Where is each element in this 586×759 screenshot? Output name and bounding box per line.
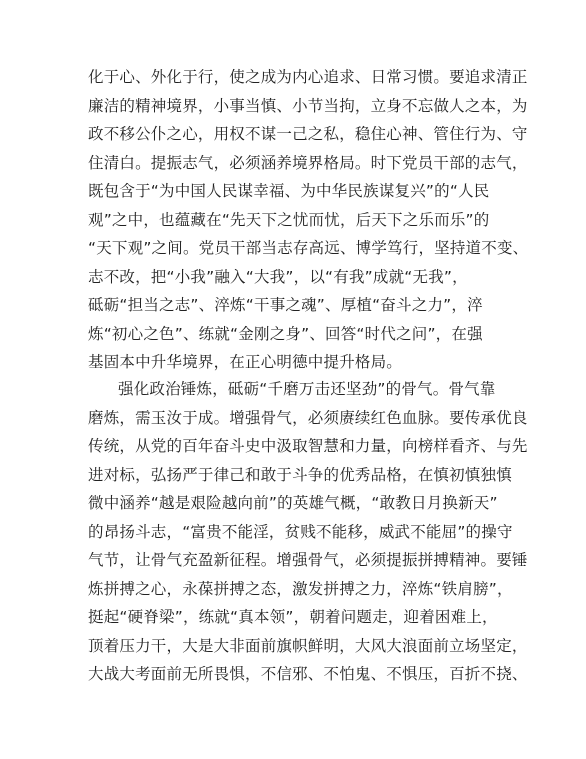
text-line: 的昂扬斗志，“富贵不能淫，贫贱不能移，威武不能屈”的操守 [88, 522, 513, 541]
text-line: 顶着压力干，大是大非面前旗帜鲜明，大风大浪面前立场坚定， [88, 636, 528, 655]
text-line: 观”之中，也蕴藏在“先天下之忧而忧，后天下之乐而乐”的 [88, 210, 490, 229]
text-line: 住清白。提振志气，必须涵养境界格局。时下党员干部的志气， [88, 153, 528, 172]
text-line: 砥砺“担当之志”、淬炼“干事之魂”、厚植“奋斗之力”，淬 [88, 296, 483, 314]
text-line: 气节，让骨气充盈新征程。增强骨气，必须提振拼搏精神。要锤 [88, 551, 528, 569]
text-line: “天下观”之间。党员干部当志存高远、博学笃行，坚持道不变、 [88, 239, 529, 257]
text-line: 挺起“硬脊梁”，练就“真本领”，朝着问题走，迎着困难上， [88, 608, 498, 626]
text-line: 廉洁的精神境界，小事当慎、小节当拘，立身不忘做人之本，为 [88, 96, 528, 115]
text-line: 炼拼搏之心，永葆拼搏之态，激发拼搏之力，淬炼“铁肩膀”， [88, 579, 513, 598]
text-line: 强化政治锤炼，砥砺“千磨万击还坚劲”的骨气。骨气靠 [118, 380, 496, 398]
paragraph-2 [88, 375, 528, 689]
paragraph-1 [88, 63, 529, 377]
text-line: 大战大考面前无所畏惧，不信邪、不怕鬼、不惧压，百折不挠、 [88, 665, 528, 683]
text-line: 进对标，弘扬严于律己和敢于斗争的优秀品格，在慎初慎独慎 [88, 465, 512, 484]
text-line: 炼“初心之色”、练就“金刚之身”、回答“时代之问”，在强 [88, 324, 483, 343]
text-line: 磨炼，需玉汝于成。增强骨气，必须赓续红色血脉。要传承优良 [88, 408, 528, 427]
text-line: 传统，从党的百年奋斗史中汲取智慧和力量，向榜样看齐、与先 [88, 437, 528, 455]
text-line: 化于心、外化于行，使之成为内心追求、日常习惯。要追求清正 [88, 68, 528, 86]
text-line: 微中涵养“越是艰险越向前”的英雄气概，“敢教日月换新天” [88, 494, 498, 512]
text-line: 志不改，把“小我”融入“大我”，以“有我”成就“无我”， [88, 267, 468, 286]
text-line: 政不移公仆之心，用权不谋一己之私，稳住心神、管住行为、守 [88, 125, 528, 143]
text-line: 基固本中升华境界，在正心明德中提升格局。 [88, 353, 403, 371]
text-line: 既包含于“为中国人民谋幸福、为中华民族谋复兴”的“人民 [88, 182, 490, 200]
